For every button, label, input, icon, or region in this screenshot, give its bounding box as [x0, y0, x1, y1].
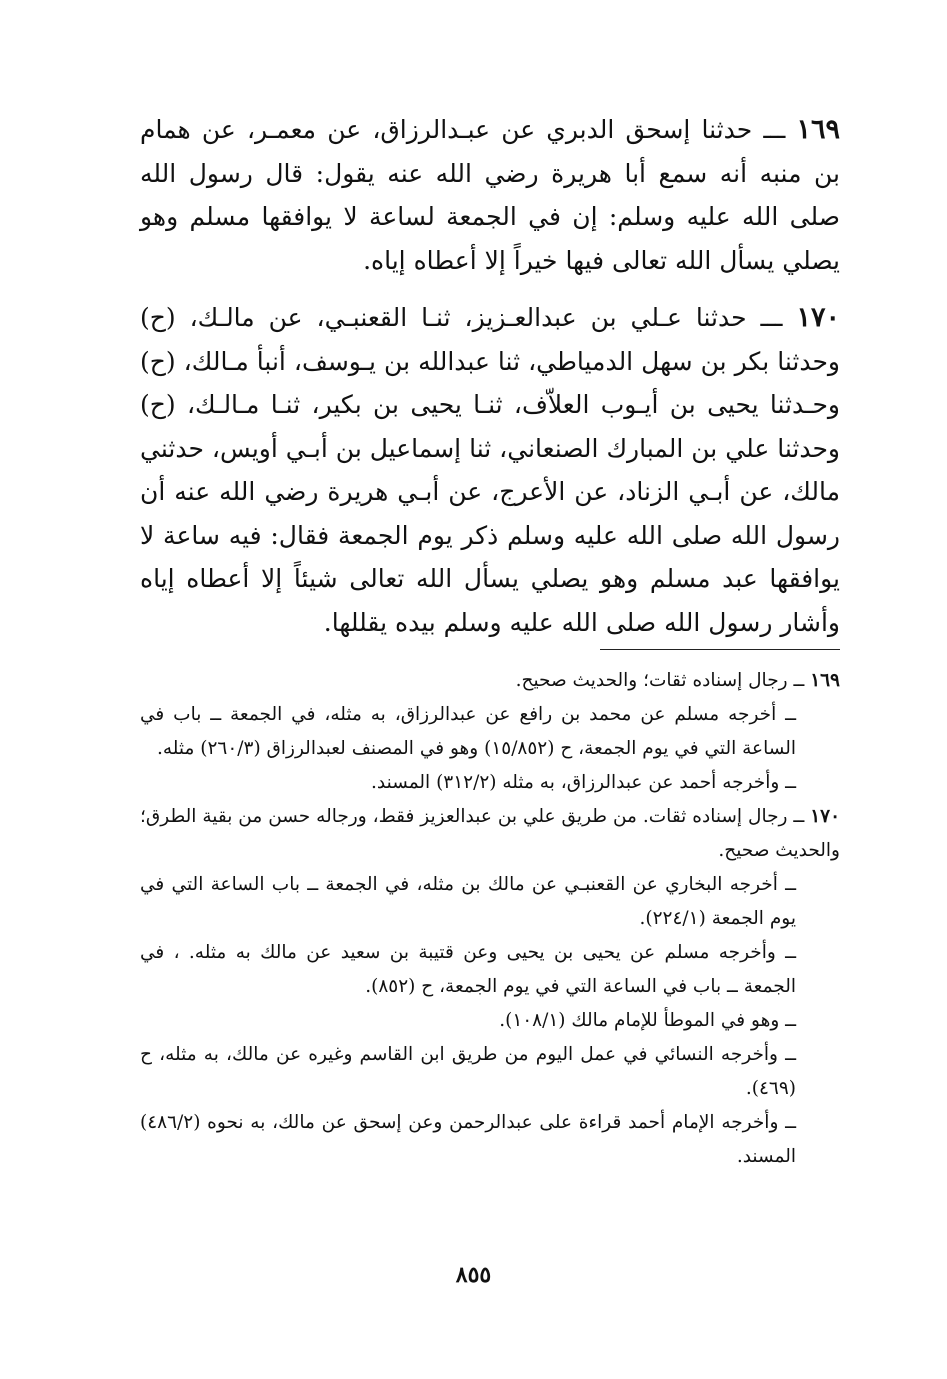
- footnote-number: ١٧٠: [810, 806, 841, 827]
- footnote-text: رجال إسناده ثقات. من طريق علي بن عبدالعزيز فقط، ورجاله حسن من بقية الطرق؛ والحديث صحيح.: [140, 806, 840, 861]
- footnote-170-item-5: ــ وأخرجه الإمام أحمد قراءة على عبدالرحمن وعن إسحق عن مالك، به نحوه (٤٨٦/٢) المسند.: [140, 1112, 796, 1167]
- footnote-170-item-4: ــ وأخرجه النسائي في عمل اليوم من طريق ابن القاسم وغيره عن مالك، به مثله، ح (٤٦٩).: [140, 1044, 796, 1099]
- hadith-text: حدثنا عـلي بن عبدالعـزيز، ثنـا القعنبـي، عن مالـك، (ح) وحدثنا بكر بن سهل الدمياطي، ثنا عبدالله بن يـوسف، أنبأ مـالك، (ح) وحـدثنا يحيى بن أيـوب العلاّف، ثنـا يحيى بن بكير، ثنـا مـالـك، (ح) وحدثنا علي بن المبارك الصنعاني، ثنا إسماعيل بن أبـي أويس، حدثني مالك، عن أبـي الزناد، عن الأعرج، عن أبـي هريرة رضي الله عنه أن رسول الله صلى الله عليه وسلم ذكر يوم الجمعة فقال: فيه ساعة لا يوافقها عبد مسلم وهو يصلي يسأل الله تعالى شيئاً إلا أعطاه إياه وأشار رسول الله صلى الله عليه وسلم بيده يقللها.: [140, 303, 840, 637]
- hadith-number: ١٧٠: [796, 302, 840, 333]
- footnote-number: ١٦٩: [810, 670, 840, 691]
- hadith-dash: ـــ: [760, 303, 783, 332]
- footnote-169-head: ١٦٩ ــ رجال إسناده ثقات؛ والحديث صحيح.: [515, 670, 840, 691]
- hadith-number: ١٦٩: [796, 114, 840, 145]
- footnote-170-head: ١٧٠ ــ رجال إسناده ثقات. من طريق علي بن عبدالعزيز فقط، ورجاله حسن من بقية الطرق؛ والحديث صحيح.: [140, 806, 841, 861]
- footnote-170-item-2: ــ وأخرجه مسلم عن يحيى بن يحيى وعن قتيبة بن سعيد عن مالك به مثله. ، في الجمعة ــ باب في الساعة التي في يوم الجمعة، ح (٨٥٢).: [140, 942, 796, 997]
- hadith-text: حدثنا إسحق الدبري عن عبـدالرزاق، عن معمـر، عن همام بن منبه أنه سمع أبا هريرة رضي الله عنه يقول: قال رسول الله صلى الله عليه وسلم: إن في الجمعة لساعة لا يوافقها مسلم وهو يصلي يسأل الله تعالى فيها خيراً إلا أعطاه إياه.: [140, 115, 840, 275]
- footnote-divider: [600, 649, 840, 650]
- page-number: ٨٥٥: [455, 1262, 492, 1288]
- footnote-text: رجال إسناده ثقات؛ والحديث صحيح.: [515, 670, 788, 691]
- footnotes: [140, 664, 840, 1174]
- hadith-169: [140, 108, 840, 282]
- footnote-169-item-2: ــ وأخرجه أحمد عن عبدالرزاق، به مثله (٣١٢/٢) المسند.: [371, 772, 796, 793]
- footnote-170-item-3: ــ وهو في الموطأ للإمام مالك (١٠٨/١).: [499, 1010, 796, 1031]
- page-body: [140, 108, 841, 1167]
- hadith-170: [140, 296, 840, 644]
- footnote-170-item-1: ــ أخرجه البخاري عن القعنبـي عن مالك بن مثله، في الجمعة ــ باب الساعة التي في يوم الجمعة (٢٢٤/١).: [140, 874, 796, 929]
- footnote-169-item-1: ــ أخرجه مسلم عن محمد بن رافع عن عبدالرزاق، به مثله، في الجمعة ــ باب في الساعة التي في يوم الجمعة، ح (١٥/٨٥٢) وهو في المصنف لعبدالرزاق (٢٦٠/٣) مثله.: [140, 704, 796, 759]
- hadith-dash: ـــ: [763, 115, 786, 144]
